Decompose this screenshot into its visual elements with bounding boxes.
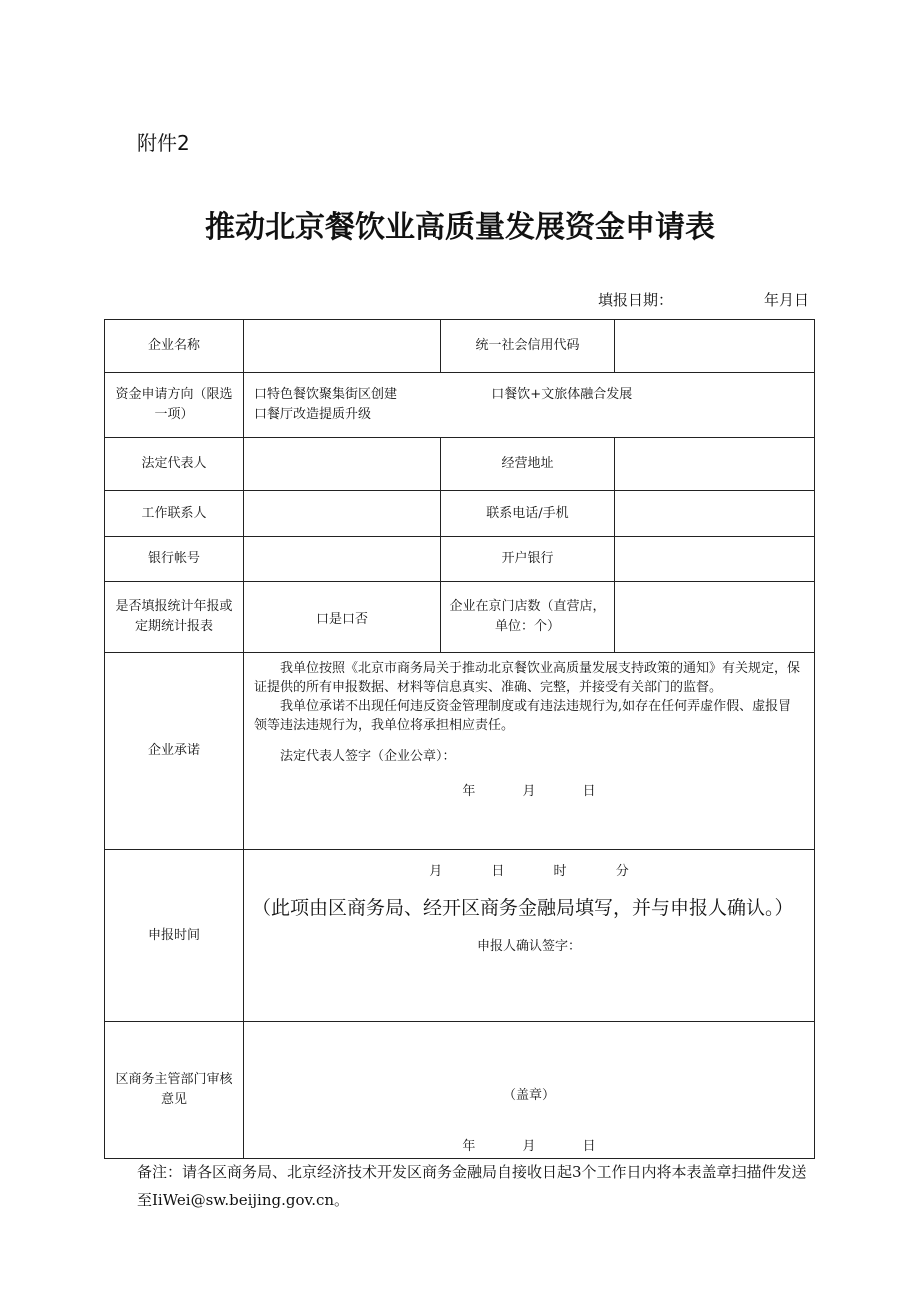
contact-label: 工作联系人	[105, 491, 244, 537]
table-row	[105, 320, 815, 373]
phone-input[interactable]	[615, 491, 815, 537]
review-stamp: （盖章）	[502, 1088, 555, 1103]
legal-rep-input[interactable]	[244, 438, 441, 491]
fill-date-label: 填报日期：	[598, 291, 674, 309]
table-row	[105, 373, 815, 438]
promise-month: 月	[522, 784, 536, 799]
time-fields	[252, 860, 806, 879]
direction-label: 资金申请方向（限选一项）	[105, 373, 244, 438]
direction-option-renovation[interactable]: 口餐厅改造提质升级	[254, 407, 372, 422]
credit-code-input[interactable]	[615, 320, 815, 373]
phone-label: 联系电话/手机	[441, 491, 615, 537]
direction-option-culture[interactable]: 口餐饮+文旅体融合发展	[491, 387, 633, 402]
promise-year: 年	[462, 784, 476, 799]
table-row	[105, 491, 815, 537]
review-date	[252, 1135, 806, 1154]
review-year: 年	[462, 1139, 476, 1154]
stores-input[interactable]	[615, 582, 815, 653]
review-label: 区商务主管部门审核意见	[105, 1022, 244, 1159]
time-hour: 时	[553, 864, 567, 879]
stats-yes-no[interactable]: 口是口否	[244, 582, 441, 653]
page-title: 推动北京餐饮业高质量发展资金申请表	[205, 210, 715, 245]
table-row	[105, 537, 815, 582]
time-signature: 申报人确认签字：	[476, 939, 581, 954]
address-input[interactable]	[615, 438, 815, 491]
fill-date-ymd: 年月日	[764, 291, 810, 309]
attachment-label: 附件2	[137, 131, 190, 155]
address-label: 经营地址	[441, 438, 615, 491]
promise-content	[244, 653, 815, 850]
review-content	[244, 1022, 815, 1159]
footer-note: 备注：请各区商务局、北京经济技术开发区商务金融局自接收日起3个工作日内将本表盖章扫描件发送至IiWei@sw.beijing.gov.cn。	[137, 1163, 807, 1209]
promise-paragraph-1: 我单位按照《北京市商务局关于推动北京餐饮业高质量发展支持政策的通知》有关规定，保证提供的所有申报数据、材料等信息真实、准确、完整，并接受有关部门的监督。	[254, 661, 801, 695]
promise-signature: 法定代表人签字（企业公章）：	[280, 749, 456, 764]
contact-input[interactable]	[244, 491, 441, 537]
review-month: 月	[522, 1139, 536, 1154]
table-row	[105, 1022, 815, 1159]
stores-label: 企业在京门店数（直营店，单位：个）	[441, 582, 615, 653]
bank-label: 开户银行	[441, 537, 615, 582]
stats-label: 是否填报统计年报或定期统计报表	[105, 582, 244, 653]
company-name-label: 企业名称	[105, 320, 244, 373]
time-minute: 分	[615, 864, 629, 879]
promise-paragraph-2: 我单位承诺不出现任何违反资金管理制度或有违法违规行为,如存在任何弄虚作假、虚报冒领等违法违规行为，我单位将承担相应责任。	[254, 699, 792, 733]
bank-account-input[interactable]	[244, 537, 441, 582]
application-form	[104, 319, 815, 1159]
direction-options	[244, 373, 815, 438]
time-label: 申报时间	[105, 850, 244, 1022]
review-day: 日	[582, 1139, 596, 1154]
company-name-input[interactable]	[244, 320, 441, 373]
table-row	[105, 850, 815, 1022]
time-month: 月	[429, 864, 443, 879]
table-row	[105, 653, 815, 850]
table-row	[105, 438, 815, 491]
credit-code-label: 统一社会信用代码	[441, 320, 615, 373]
legal-rep-label: 法定代表人	[105, 438, 244, 491]
promise-date	[254, 782, 804, 801]
table-row	[105, 582, 815, 653]
promise-label: 企业承诺	[105, 653, 244, 850]
fill-date	[598, 289, 810, 310]
time-content	[244, 850, 815, 1022]
direction-option-street[interactable]: 口特色餐饮聚集街区创建	[254, 387, 398, 402]
time-day: 日	[491, 864, 505, 879]
time-note: （此项由区商务局、经开区商务金融局填写，并与申报人确认。）	[252, 897, 794, 919]
promise-day: 日	[582, 784, 596, 799]
bank-input[interactable]	[615, 537, 815, 582]
bank-account-label: 银行帐号	[105, 537, 244, 582]
